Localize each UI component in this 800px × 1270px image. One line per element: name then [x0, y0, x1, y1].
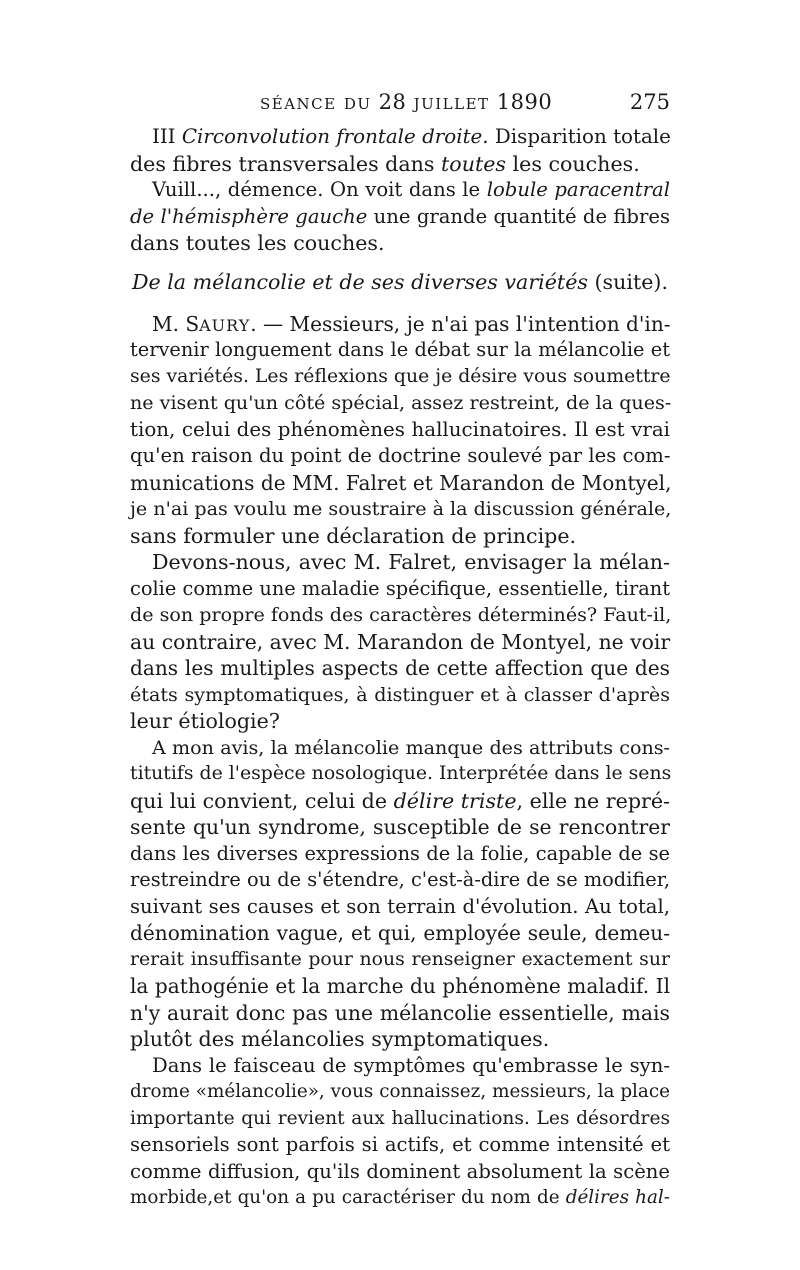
text-run: III: [152, 125, 182, 148]
text-line: munications de MM. Falret et Marandon de Montyel,: [130, 470, 672, 495]
text-line: leur étiologie?: [130, 709, 280, 733]
text-line: sensoriels sont parfois si actifs, et comme intensité et: [130, 1133, 670, 1156]
text-run: Disparition totale: [488, 125, 671, 148]
text-run: . — Messieurs, je n'ai pas l'intention d'in-: [250, 311, 671, 336]
speaker-initial: S: [185, 311, 200, 336]
text-line: n'y aurait donc pas une mélancolie essentielle, mais: [130, 1000, 670, 1025]
text-line: titutifs de l'espèce nosologique. Interprétée dans le sens: [130, 763, 672, 784]
section-title-suffix: (suite).: [587, 269, 669, 294]
text-line: [130, 177, 670, 204]
text-run: des fibres transversales dans: [130, 151, 442, 176]
text-run: qui lui convient, celui de: [130, 788, 394, 813]
running-title-seance: SÉANCE: [260, 95, 337, 113]
running-title: [260, 90, 552, 114]
text-run: morbide,et qu'on a pu caractériser du nom de: [130, 1187, 566, 1208]
section-title-italic: De la mélancolie et de ses diverses variétés: [131, 269, 588, 294]
text-line: colie comme une maladie spécifique, essentielle, tirant: [130, 576, 670, 600]
running-title-month: JUILLET: [413, 95, 490, 113]
text-run: les couches.: [506, 151, 640, 176]
running-title-du: DU: [343, 95, 372, 113]
italic-run: délire triste: [393, 788, 517, 813]
text-line: états symptomatiques, à distinguer et à classer d'après: [130, 682, 670, 706]
text-line: tion, celui des phénomènes hallucinatoires. Il est vrai: [130, 417, 670, 441]
text-line: tervenir longuement dans le débat sur la mélancolie et: [130, 338, 670, 361]
text-line: Devons-nous, avec M. Falret, envisager la mélan-: [152, 550, 670, 574]
italic-run: Circonvolution frontale droite.: [181, 125, 489, 148]
text-line: qu'en raison du point de doctrine soulevé par les com-: [130, 444, 671, 467]
text-line: drome «mélancolie», vous connaissez, messieurs, la place: [130, 1081, 670, 1102]
speaker-prefix: M.: [152, 311, 186, 336]
text-run: , elle ne repré-: [516, 788, 671, 813]
text-line: A mon avis, la mélancolie manque des attributs cons-: [152, 735, 670, 759]
text-line: [130, 311, 670, 338]
speaker-name-smallcaps: AURY: [199, 315, 251, 335]
text-line: ne visent qu'un côté spécial, assez restreint, de la ques-: [130, 391, 672, 414]
italic-run: de l'hémisphère gauche: [130, 204, 368, 228]
text-line: ses variétés. Les réflexions que je désire vous soumettre: [130, 365, 671, 387]
running-title-year: 1890: [496, 90, 553, 114]
page-number: 275: [629, 90, 670, 114]
text-run: Vuill..., démence. On voit dans le: [152, 178, 487, 201]
text-line: je n'ai pas voulu me soustraire à la discussion générale,: [130, 497, 672, 520]
text-line: sans formuler une déclaration de principe.: [130, 523, 577, 548]
text-line: comme diffusion, qu'ils dominent absolument la scène: [130, 1159, 670, 1183]
text-line: sente qu'un syndrome, susceptible de se rencontrer: [130, 815, 670, 839]
body-text: [130, 124, 670, 1212]
section-title: [130, 267, 670, 297]
text-line: de son propre fonds des caractères déterminés? Faut-il,: [130, 603, 672, 626]
text-line: [130, 151, 670, 178]
text-line: suivant ses causes et son terrain d'évolution. Au total,: [130, 894, 670, 918]
text-line: au contraire, avec M. Marandon de Montyel, ne voir: [130, 629, 671, 654]
text-line: Dans le faisceau de symptômes qu'embrasse le syn-: [152, 1053, 670, 1077]
text-line: dénomination vague, et qui, employée seule, demeu-: [130, 921, 670, 945]
text-line: dans les multiples aspects de cette affection que des: [130, 656, 670, 680]
italic-run: toutes: [441, 151, 507, 176]
italic-run: lobule paracentral: [486, 178, 671, 201]
text-line: rerait insuffisante pour nous renseigner exactement sur: [130, 948, 670, 970]
running-title-day: 28: [378, 90, 407, 114]
text-line: dans les diverses expressions de la folie, capable de se: [130, 841, 670, 865]
text-line: dans toutes les couches.: [130, 231, 385, 255]
text-line: la pathogénie et la marche du phénomène maladif. Il: [130, 974, 670, 998]
text-line: restreindre ou de s'étendre, c'est-à-dire de se modifier,: [130, 868, 670, 891]
text-line: [130, 204, 670, 231]
text-run: une grande quantité de fibres: [367, 204, 670, 228]
text-line: importante qui revient aux hallucinations. Les désordres: [130, 1107, 670, 1129]
italic-run: délires hal-: [565, 1187, 670, 1208]
text-line: plutôt des mélancolies symptomatiques.: [130, 1027, 550, 1051]
text-line: [130, 1185, 670, 1212]
text-line: [130, 788, 670, 815]
running-head: [130, 90, 670, 122]
text-line: [130, 124, 670, 151]
